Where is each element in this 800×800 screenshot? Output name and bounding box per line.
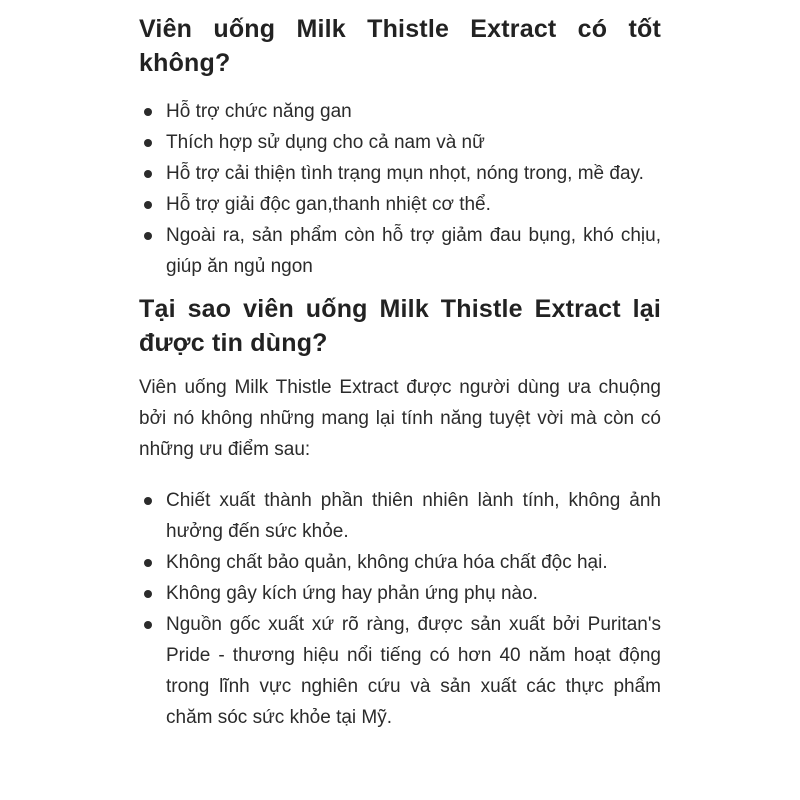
- list-item-text: Không gây kích ứng hay phản ứng phụ nào.: [166, 583, 538, 604]
- list-item: [139, 578, 661, 609]
- list-item-text: Ngoài ra, sản phẩm còn hỗ trợ giảm đau bụng, khó chịu, giúp ăn ngủ ngon: [166, 225, 661, 277]
- advantages-list: [139, 485, 661, 733]
- bullet-icon: [144, 201, 152, 209]
- list-item-text: Hỗ trợ chức năng gan: [166, 101, 352, 122]
- bullet-icon: [144, 170, 152, 178]
- section-2-paragraph: Viên uống Milk Thistle Extract được người dùng ưa chuộng bởi nó không những mang lại tính năng tuyệt vời mà còn có những ưu điểm sau:: [139, 377, 661, 460]
- bullet-icon: [144, 590, 152, 598]
- list-item: [139, 96, 661, 127]
- bullet-icon: [144, 108, 152, 116]
- bullet-icon: [144, 232, 152, 240]
- list-item: [139, 547, 661, 578]
- list-item: [139, 127, 661, 158]
- list-item: [139, 189, 661, 220]
- section-1-heading: Viên uống Milk Thistle Extract có tốt không?: [139, 15, 661, 77]
- list-item: [139, 220, 661, 282]
- bullet-icon: [144, 497, 152, 505]
- list-item-text: Hỗ trợ cải thiện tình trạng mụn nhọt, nóng trong, mề đay.: [166, 163, 644, 184]
- list-item-text: Chiết xuất thành phần thiên nhiên lành tính, không ảnh hưởng đến sức khỏe.: [166, 490, 661, 542]
- bullet-icon: [144, 139, 152, 147]
- list-item: [139, 609, 661, 733]
- list-item: [139, 485, 661, 547]
- bullet-icon: [144, 559, 152, 567]
- list-item-text: Thích hợp sử dụng cho cả nam và nữ: [166, 132, 485, 153]
- bullet-icon: [144, 621, 152, 629]
- list-item-text: Nguồn gốc xuất xứ rõ ràng, được sản xuất bởi Puritan's Pride - thương hiệu nổi tiếng có hơn 40 năm hoạt động trong lĩnh vực nghiên cứu và sản xuất các thực phẩm chăm sóc sức khỏe tại Mỹ.: [166, 614, 661, 728]
- list-item-text: Hỗ trợ giải độc gan,thanh nhiệt cơ thể.: [166, 194, 491, 215]
- list-item-text: Không chất bảo quản, không chứa hóa chất độc hại.: [166, 552, 608, 573]
- list-item: [139, 158, 661, 189]
- benefits-list: [139, 96, 661, 282]
- section-2-heading: Tại sao viên uống Milk Thistle Extract lại được tin dùng?: [139, 295, 661, 357]
